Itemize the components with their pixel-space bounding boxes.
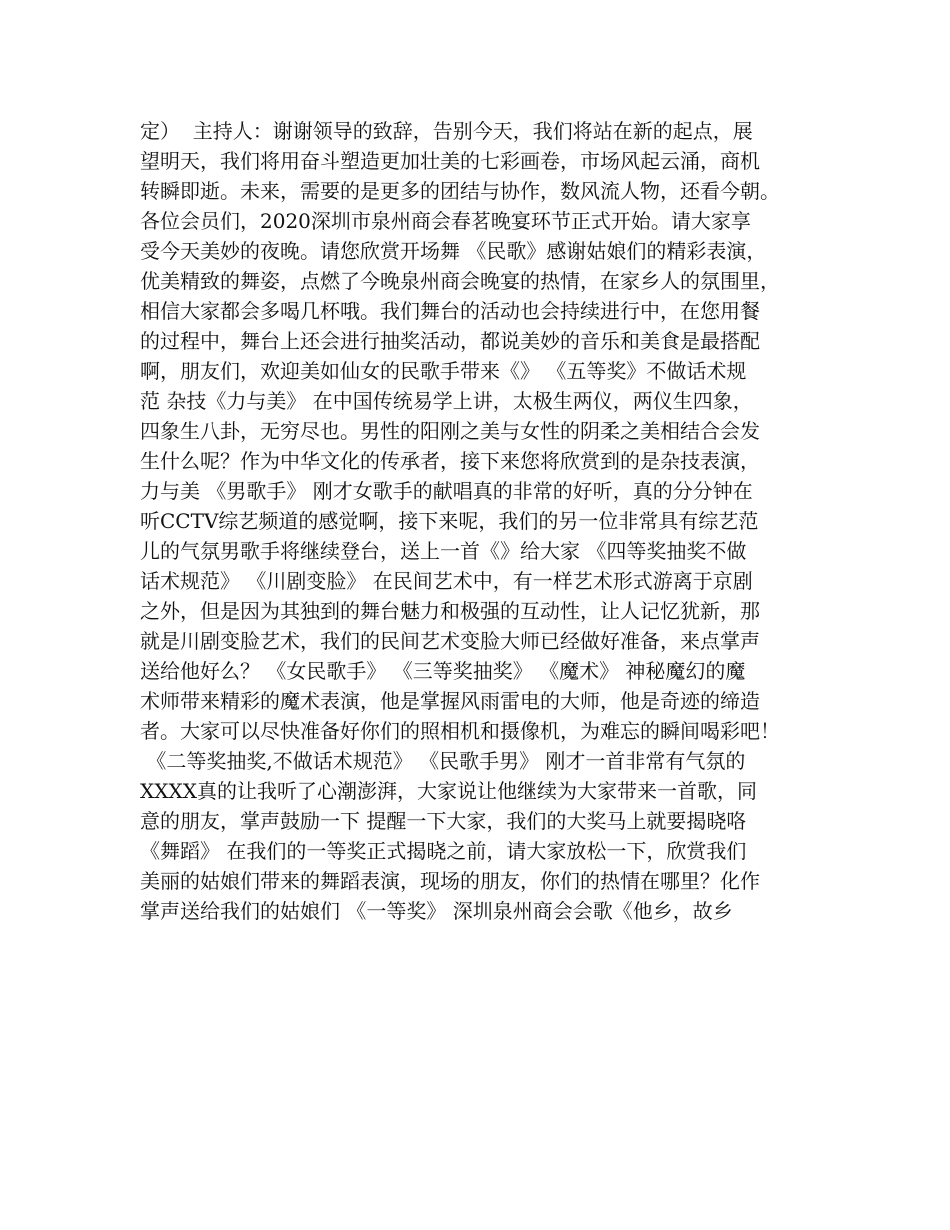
text-line: 《舞蹈》 在我们的一等奖正式揭晓之前，请大家放松一下，欣赏我们 (140, 839, 747, 863)
text-line: 定） 主持人：谢谢领导的致辞，告别今天，我们将站在新的起点，展 (140, 119, 753, 143)
text-line: 意的朋友，掌声鼓励一下 提醒一下大家，我们的大奖马上就要揭晓咯 (140, 809, 747, 833)
text-line: 听CCTV综艺频道的感觉啊，接下来呢，我们的另一位非常具有综艺范 (140, 509, 759, 533)
body-text (140, 116, 830, 926)
text-line: 送给他好么？ 《女民歌手》 《三等奖抽奖》 《魔术》 神秘魔幻的魔 (140, 659, 746, 683)
text-line: 之外，但是因为其独到的舞台魅力和极强的互动性，让人记忆犹新，那 (140, 599, 760, 623)
text-line: 力与美 《男歌手》 刚才女歌手的献唱真的非常的好听，真的分分钟在 (140, 479, 753, 503)
text-line: 儿的气氛男歌手将继续登台，送上一首《》给大家 《四等奖抽奖不做 (140, 539, 747, 563)
text-line: 受今天美妙的夜晚。请您欣赏开场舞 《民歌》感谢姑娘们的精彩表演， (140, 239, 767, 263)
text-line: 美丽的姑娘们带来的舞蹈表演，现场的朋友，你们的热情在哪里？化作 (140, 869, 760, 893)
text-line: 掌声送给我们的姑娘们 《一等奖》 深圳泉州商会会歌《他乡，故乡 (140, 899, 733, 923)
text-line: 话术规范》 《川剧变脸》 在民间艺术中，有一样艺术形式游离于京剧 (140, 569, 753, 593)
text-line: 的过程中，舞台上还会进行抽奖活动，都说美妙的音乐和美食是最搭配 (140, 329, 760, 353)
text-line: 转瞬即逝。未来，需要的是更多的团结与协作，数风流人物，还看今朝。 (140, 179, 780, 203)
text-line: 者。大家可以尽快准备好你们的照相机和摄像机，为难忘的瞬间喝彩吧！ (140, 719, 780, 743)
text-line: 啊，朋友们，欢迎美如仙女的民歌手带来《》 《五等奖》不做话术规 (140, 359, 747, 383)
text-line: 就是川剧变脸艺术，我们的民间艺术变脸大师已经做好准备，来点掌声 (140, 629, 760, 653)
text-line: 范 杂技《力与美》 在中国传统易学上讲，太极生两仪，两仪生四象， (140, 389, 753, 413)
text-line: 四象生八卦，无穷尽也。男性的阳刚之美与女性的阴柔之美相结合会发 (140, 419, 760, 443)
text-line: 相信大家都会多喝几杯哦。我们舞台的活动也会持续进行中，在您用餐 (140, 299, 760, 323)
text-line: 优美精致的舞姿，点燃了今晚泉州商会晚宴的热情，在家乡人的氛围里， (140, 269, 780, 293)
text-line: 《二等奖抽奖,不做话术规范》 《民歌手男》 刚才一首非常有气氛的 (140, 749, 746, 773)
text-line: XXXX真的让我听了心潮澎湃，大家说让他继续为大家带来一首歌，同 (140, 779, 757, 803)
text-line: 术师带来精彩的魔术表演，他是掌握风雨雷电的大师，他是奇迹的缔造 (140, 689, 760, 713)
text-line: 生什么呢？作为中华文化的传承者，接下来您将欣赏到的是杂技表演， (140, 449, 760, 473)
text-line: 各位会员们，2020深圳市泉州商会春茗晚宴环节正式开始。请大家享 (140, 209, 751, 233)
text-line: 望明天，我们将用奋斗塑造更加壮美的七彩画卷，市场风起云涌，商机 (140, 149, 760, 173)
